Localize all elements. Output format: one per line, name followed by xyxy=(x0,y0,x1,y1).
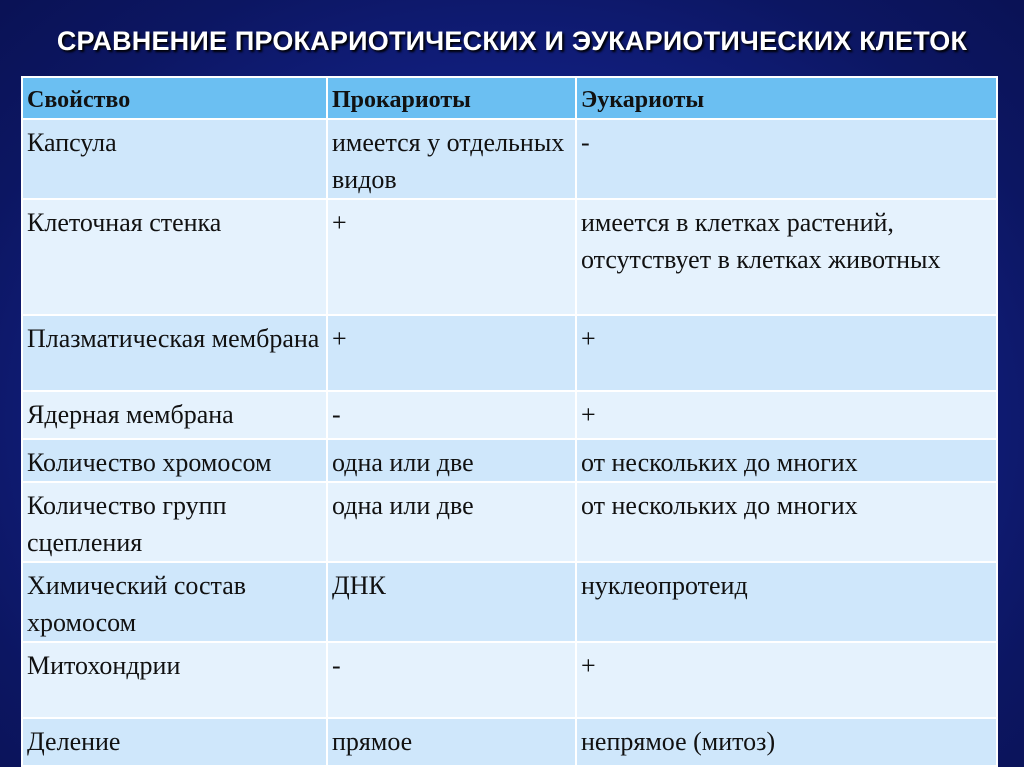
slide-title: СРАВНЕНИЕ ПРОКАРИОТИЧЕСКИХ И ЭУКАРИОТИЧЕСКИХ КЛЕТОК xyxy=(56,26,968,56)
table-cell: Плазматическая мембрана xyxy=(22,315,327,391)
header-prokaryotes: Прокариоты xyxy=(327,77,576,119)
table-cell: Деление xyxy=(22,718,327,766)
table-cell: + xyxy=(576,391,997,439)
table-cell: + xyxy=(576,642,997,718)
table-cell: Митохондрии xyxy=(22,642,327,718)
table-cell: непрямое (митоз) xyxy=(576,718,997,766)
table-cell: Ядерная мембрана xyxy=(22,391,327,439)
table-cell: одна или две xyxy=(327,482,576,562)
table-row-chromosome-count xyxy=(22,439,997,482)
table-row-linkage-groups xyxy=(22,482,997,562)
table-cell: прямое xyxy=(327,718,576,766)
table-cell: имеется в клетках растений, отсутствует в клетках животных xyxy=(576,199,997,315)
table-row-chromosome-composition xyxy=(22,562,997,642)
table-row-division xyxy=(22,718,997,766)
table-cell: + xyxy=(327,315,576,391)
header-property: Свойство xyxy=(22,77,327,119)
table-row-capsule xyxy=(22,119,997,199)
table-cell: Химический состав хромосом xyxy=(22,562,327,642)
table-cell: одна или две xyxy=(327,439,576,482)
table-cell: Количество групп сцепления xyxy=(22,482,327,562)
table-cell: Количество хромосом xyxy=(22,439,327,482)
table-cell: - xyxy=(576,119,997,199)
table-cell: ДНК xyxy=(327,562,576,642)
table-cell: + xyxy=(327,199,576,315)
table-cell: имеется у отдельных видов xyxy=(327,119,576,199)
table-row-nuclear-membrane xyxy=(22,391,997,439)
table-cell: от нескольких до многих xyxy=(576,439,997,482)
table-row-plasma-membrane xyxy=(22,315,997,391)
table-cell: Капсула xyxy=(22,119,327,199)
comparison-table xyxy=(21,76,998,767)
table-row-cell-wall xyxy=(22,199,997,315)
table-cell: Клеточная стенка xyxy=(22,199,327,315)
header-eukaryotes: Эукариоты xyxy=(576,77,997,119)
table-row-mitochondria xyxy=(22,642,997,718)
table-cell: от нескольких до многих xyxy=(576,482,997,562)
table-cell: - xyxy=(327,642,576,718)
table-cell: + xyxy=(576,315,997,391)
table-header-row xyxy=(22,77,997,119)
table-cell: нуклеопротеид xyxy=(576,562,997,642)
table-cell: - xyxy=(327,391,576,439)
